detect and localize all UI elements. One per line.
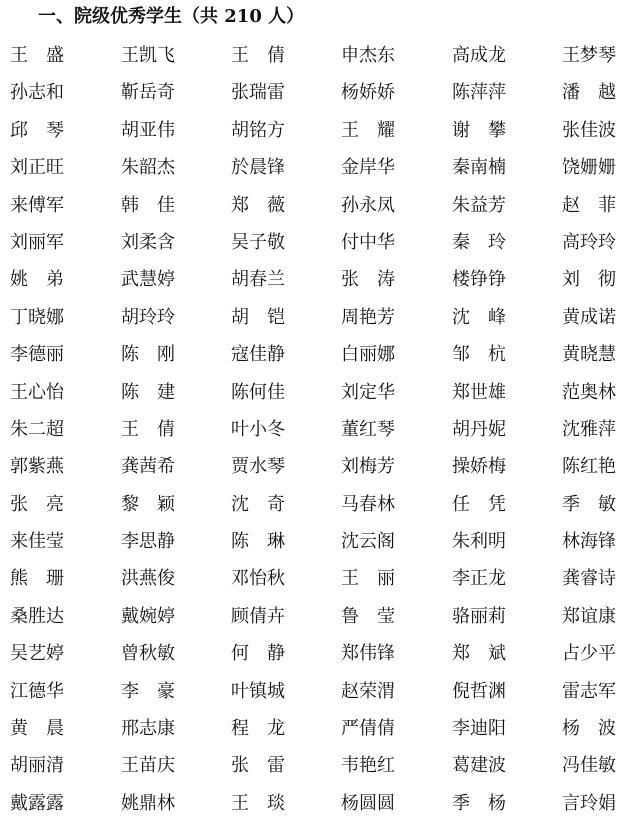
student-name: 杨 波 xyxy=(562,718,616,740)
student-name: 张 雷 xyxy=(231,755,285,777)
student-name: 王 盛 xyxy=(10,45,64,66)
student-name: 张 佳 波 xyxy=(562,119,616,141)
student-name: 胡 丽 清 xyxy=(10,755,64,777)
student-name: 沈 云 阁 xyxy=(341,531,395,553)
student-name: 秦 南 楠 xyxy=(452,157,506,179)
student-name: 沈 峰 xyxy=(452,306,506,328)
student-name: 倪 哲 渊 xyxy=(452,680,506,702)
name-row xyxy=(0,673,626,710)
student-name: 邓 怡 秋 xyxy=(231,568,285,590)
student-name: 桑 胜 达 xyxy=(10,605,64,627)
student-name: 赵 荣 渭 xyxy=(341,680,395,702)
student-name: 朱 二 超 xyxy=(10,418,64,440)
student-name: 陈 琳 xyxy=(231,531,285,553)
student-name: 骆 丽 莉 xyxy=(452,605,506,627)
student-name: 郑 世 雄 xyxy=(452,381,506,403)
student-name: 郑 伟 锋 xyxy=(341,643,395,665)
student-name: 黄 晨 xyxy=(10,718,64,740)
student-name: 潘 越 xyxy=(562,82,616,104)
student-name: 付 中 华 xyxy=(341,231,395,253)
student-name: 操 娇 梅 xyxy=(452,456,506,478)
student-name: 王 丽 xyxy=(341,568,395,590)
student-name: 李 迪 阳 xyxy=(452,718,506,740)
student-name: 王 梦 琴 xyxy=(562,45,616,66)
student-name-grid xyxy=(0,37,626,822)
student-name: 黄 晓 慧 xyxy=(562,344,616,366)
student-name: 申 杰 东 xyxy=(341,45,395,66)
student-name: 来 佳 莹 xyxy=(10,531,64,553)
student-name: 於 晨 锋 xyxy=(231,157,285,179)
student-name: 贾 水 琴 xyxy=(231,456,285,478)
student-name: 武 慧 婷 xyxy=(121,269,175,291)
student-name: 严 倩 倩 xyxy=(341,718,395,740)
student-name: 刘 正 旺 xyxy=(10,157,64,179)
student-name: 李 德 丽 xyxy=(10,344,64,366)
student-name: 占 少 平 xyxy=(562,643,616,665)
section-heading: 一、院级优秀学生（共 210 人） xyxy=(38,6,305,27)
student-name: 龚 茜 希 xyxy=(121,456,175,478)
student-name: 邹 杭 xyxy=(452,344,506,366)
student-name: 楼 铮 铮 xyxy=(452,269,506,291)
student-name: 陈 何 佳 xyxy=(231,381,285,403)
student-name: 曾 秋 敏 xyxy=(121,643,175,665)
student-name: 王 耀 xyxy=(341,119,395,141)
student-name: 郑 斌 xyxy=(452,643,506,665)
student-name: 沈 奇 xyxy=(231,493,285,515)
student-name: 刘 丽 军 xyxy=(10,231,64,253)
student-name: 孙 志 和 xyxy=(10,82,64,104)
name-row xyxy=(0,598,626,635)
student-name: 顾 倩 卉 xyxy=(231,605,285,627)
student-name: 胡 丹 妮 xyxy=(452,418,506,440)
student-name: 季 敏 xyxy=(562,493,616,515)
student-name: 程 龙 xyxy=(231,718,285,740)
student-name: 朱 益 芳 xyxy=(452,194,506,216)
student-name: 胡 铭 方 xyxy=(231,119,285,141)
name-row xyxy=(0,486,626,523)
student-name: 王 倩 xyxy=(231,45,285,66)
student-name: 谢 攀 xyxy=(452,119,506,141)
student-name: 冯 佳 敏 xyxy=(562,755,616,777)
student-name: 周 艳 芳 xyxy=(341,306,395,328)
name-row xyxy=(0,224,626,261)
student-name: 张 涛 xyxy=(341,269,395,291)
student-name: 江 德 华 xyxy=(10,680,64,702)
student-name: 胡 亚 伟 xyxy=(121,119,175,141)
student-name: 黄 成 诺 xyxy=(562,306,616,328)
student-name: 戴 露 露 xyxy=(10,792,64,814)
student-name: 沈 雅 萍 xyxy=(562,418,616,440)
student-name: 寇 佳 静 xyxy=(231,344,285,366)
student-name: 张 亮 xyxy=(10,493,64,515)
name-row xyxy=(0,336,626,373)
student-name: 雷 志 军 xyxy=(562,680,616,702)
student-name: 高 成 龙 xyxy=(452,45,506,66)
student-name: 李 思 静 xyxy=(121,531,175,553)
student-name: 白 丽 娜 xyxy=(341,344,395,366)
student-name: 杨 娇 娇 xyxy=(341,82,395,104)
student-name: 金 岸 华 xyxy=(341,157,395,179)
student-name: 黎 颖 xyxy=(121,493,175,515)
name-row xyxy=(0,37,626,74)
name-row xyxy=(0,261,626,298)
student-name: 饶 姗 姗 xyxy=(562,157,616,179)
student-name: 王 倩 xyxy=(121,418,175,440)
student-name: 刘 彻 xyxy=(562,269,616,291)
student-name: 言 玲 娟 xyxy=(562,792,616,814)
student-name: 郑 谊 康 xyxy=(562,605,616,627)
student-name: 陈 萍 萍 xyxy=(452,82,506,104)
name-row xyxy=(0,374,626,411)
student-name: 刘 定 华 xyxy=(341,381,395,403)
student-name: 姚 鼎 林 xyxy=(121,792,175,814)
student-name: 陈 建 xyxy=(121,381,175,403)
student-name: 刘 柔 含 xyxy=(121,231,175,253)
student-name: 胡 铠 xyxy=(231,306,285,328)
student-name: 何 静 xyxy=(231,643,285,665)
name-row xyxy=(0,635,626,672)
student-name: 葛 建 波 xyxy=(452,755,506,777)
student-name: 叶 小 冬 xyxy=(231,418,285,440)
student-name: 韦 艳 红 xyxy=(341,755,395,777)
student-name: 戴 婉 婷 xyxy=(121,605,175,627)
student-name: 胡 春 兰 xyxy=(231,269,285,291)
student-name: 刘 梅 芳 xyxy=(341,456,395,478)
student-name: 孙 永 凤 xyxy=(341,194,395,216)
name-row xyxy=(0,299,626,336)
name-row xyxy=(0,74,626,111)
student-name: 高 玲 玲 xyxy=(562,231,616,253)
student-name: 龚 睿 诗 xyxy=(562,568,616,590)
student-name: 张 瑞 雷 xyxy=(231,82,285,104)
student-name: 王 琰 xyxy=(231,792,285,814)
name-row xyxy=(0,187,626,224)
student-name: 叶 镇 城 xyxy=(231,680,285,702)
student-name: 朱 韶 杰 xyxy=(121,157,175,179)
student-name: 范 奥 林 xyxy=(562,381,616,403)
name-row xyxy=(0,710,626,747)
name-row xyxy=(0,523,626,560)
student-name: 李 豪 xyxy=(121,680,175,702)
student-name: 王 凯 飞 xyxy=(121,45,175,66)
student-name: 季 杨 xyxy=(452,792,506,814)
student-name: 胡 玲 玲 xyxy=(121,306,175,328)
student-name: 吴 子 敬 xyxy=(231,231,285,253)
name-row xyxy=(0,411,626,448)
name-row xyxy=(0,560,626,597)
student-name: 姚 弟 xyxy=(10,269,64,291)
student-name: 吴 艺 婷 xyxy=(10,643,64,665)
student-name: 丁 晓 娜 xyxy=(10,306,64,328)
student-name: 朱 利 明 xyxy=(452,531,506,553)
student-name: 林 海 锋 xyxy=(562,531,616,553)
student-name: 赵 菲 xyxy=(562,194,616,216)
name-row xyxy=(0,747,626,784)
name-row xyxy=(0,448,626,485)
student-name: 任 凭 xyxy=(452,493,506,515)
student-name: 董 红 琴 xyxy=(341,418,395,440)
student-name: 陈 刚 xyxy=(121,344,175,366)
student-name: 来 傅 军 xyxy=(10,194,64,216)
student-name: 靳 岳 奇 xyxy=(121,82,175,104)
student-name: 秦 玲 xyxy=(452,231,506,253)
student-name: 王 心 怡 xyxy=(10,381,64,403)
student-name: 李 正 龙 xyxy=(452,568,506,590)
student-name: 邢 志 康 xyxy=(121,718,175,740)
student-name: 韩 佳 xyxy=(121,194,175,216)
student-name: 郭 紫 燕 xyxy=(10,456,64,478)
student-name: 洪 燕 俊 xyxy=(121,568,175,590)
student-name: 邱 琴 xyxy=(10,119,64,141)
student-name: 熊 珊 xyxy=(10,568,64,590)
student-name: 杨 圆 圆 xyxy=(341,792,395,814)
student-name: 陈 红 艳 xyxy=(562,456,616,478)
student-name: 鲁 莹 xyxy=(341,605,395,627)
name-row xyxy=(0,149,626,186)
student-name: 王 苗 庆 xyxy=(121,755,175,777)
name-row xyxy=(0,112,626,149)
student-name: 郑 薇 xyxy=(231,194,285,216)
student-name: 马 春 林 xyxy=(341,493,395,515)
name-row xyxy=(0,785,626,822)
